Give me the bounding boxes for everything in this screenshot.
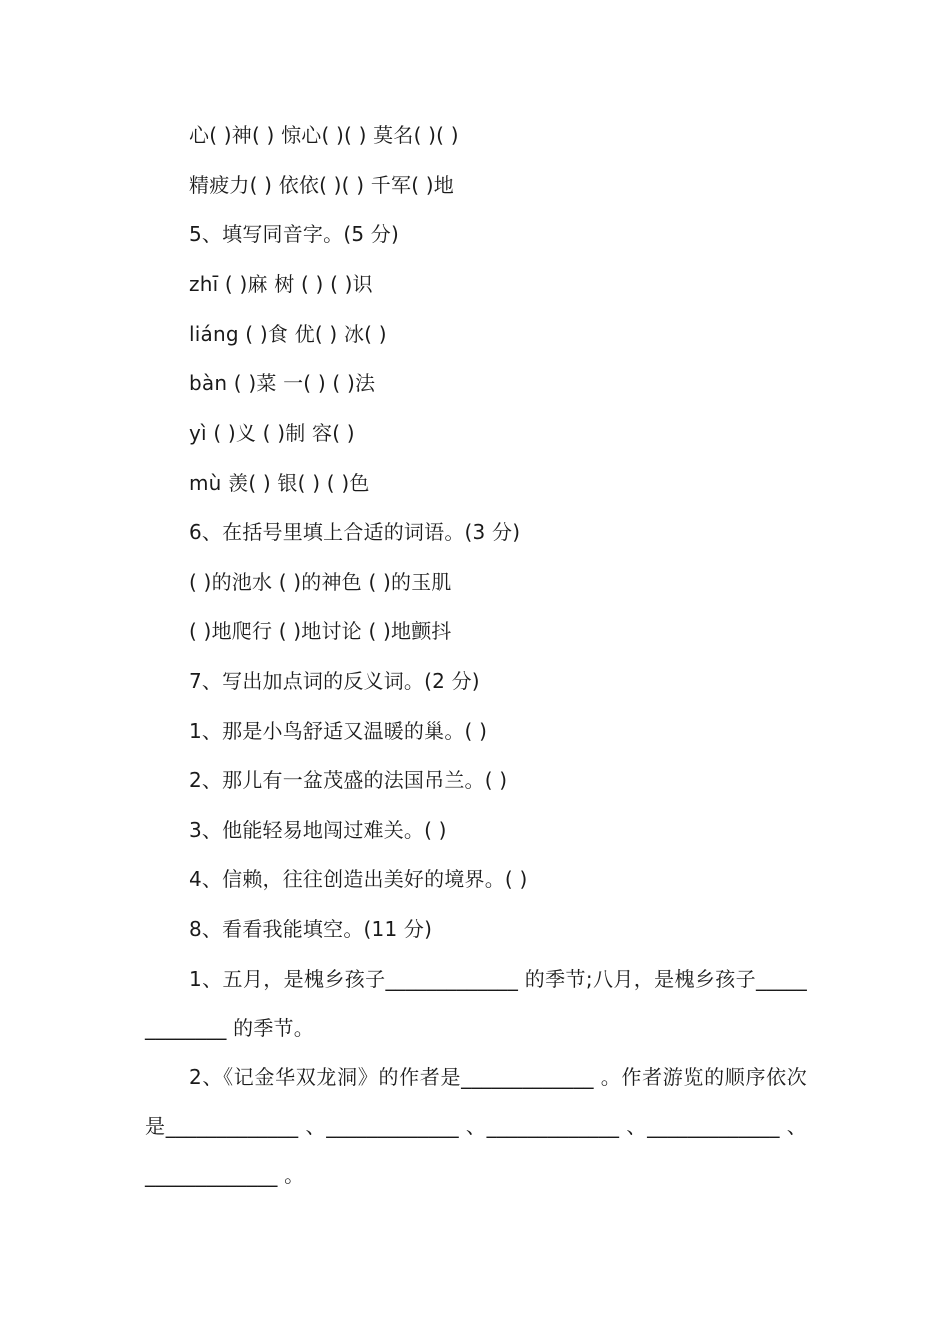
fill-blank-item-2: 2、《记金华双龙洞》的作者是_____________ 。作者游览的顺序依次是_____________ 、_____________ 、_____________ 、_____________ 、_____________ 。: [145, 1065, 807, 1187]
homophone-line-liang: liáng ( )食 优( ) 冰( ): [189, 322, 387, 346]
antonym-item-1: 1、那是小鸟舒适又温暖的巢。( ): [189, 719, 488, 743]
word-fill-line-2: ( )地爬行 ( )地讨论 ( )地颤抖: [189, 619, 452, 643]
homophone-line-ban: bàn ( )菜 一( ) ( )法: [189, 371, 376, 395]
antonym-item-3: 3、他能轻易地闯过难关。( ): [189, 818, 447, 842]
question-5-heading: 5、填写同音字。(5 分): [189, 222, 400, 246]
homophone-line-yi: yì ( )义 ( )制 容( ): [189, 421, 355, 445]
question-8-heading: 8、看看我能填空。(11 分): [189, 917, 433, 941]
question-6-heading: 6、在括号里填上合适的词语。(3 分): [189, 520, 521, 544]
homophone-line-zhi: zhī ( )麻 树 ( ) ( )识: [189, 272, 373, 296]
word-fill-line-1: ( )的池水 ( )的神色 ( )的玉肌: [189, 570, 452, 594]
antonym-item-4: 4、信赖，往往创造出美好的境界。( ): [189, 867, 528, 891]
homophone-line-mu: mù 羡( ) 银( ) ( )色: [189, 471, 370, 495]
question-7-heading: 7、写出加点词的反义词。(2 分): [189, 669, 480, 693]
antonym-item-2: 2、那儿有一盆茂盛的法国吊兰。( ): [189, 768, 508, 792]
idiom-fill-line-1: 心( )神( ) 惊心( )( ) 莫名( )( ): [189, 123, 459, 147]
fill-blank-item-1: 1、五月，是槐乡孩子_____________ 的季节;八月，是槐乡孩子_____________ 的季节。: [145, 967, 807, 1040]
idiom-fill-line-2: 精疲力( ) 依依( )( ) 千军( )地: [189, 173, 454, 197]
